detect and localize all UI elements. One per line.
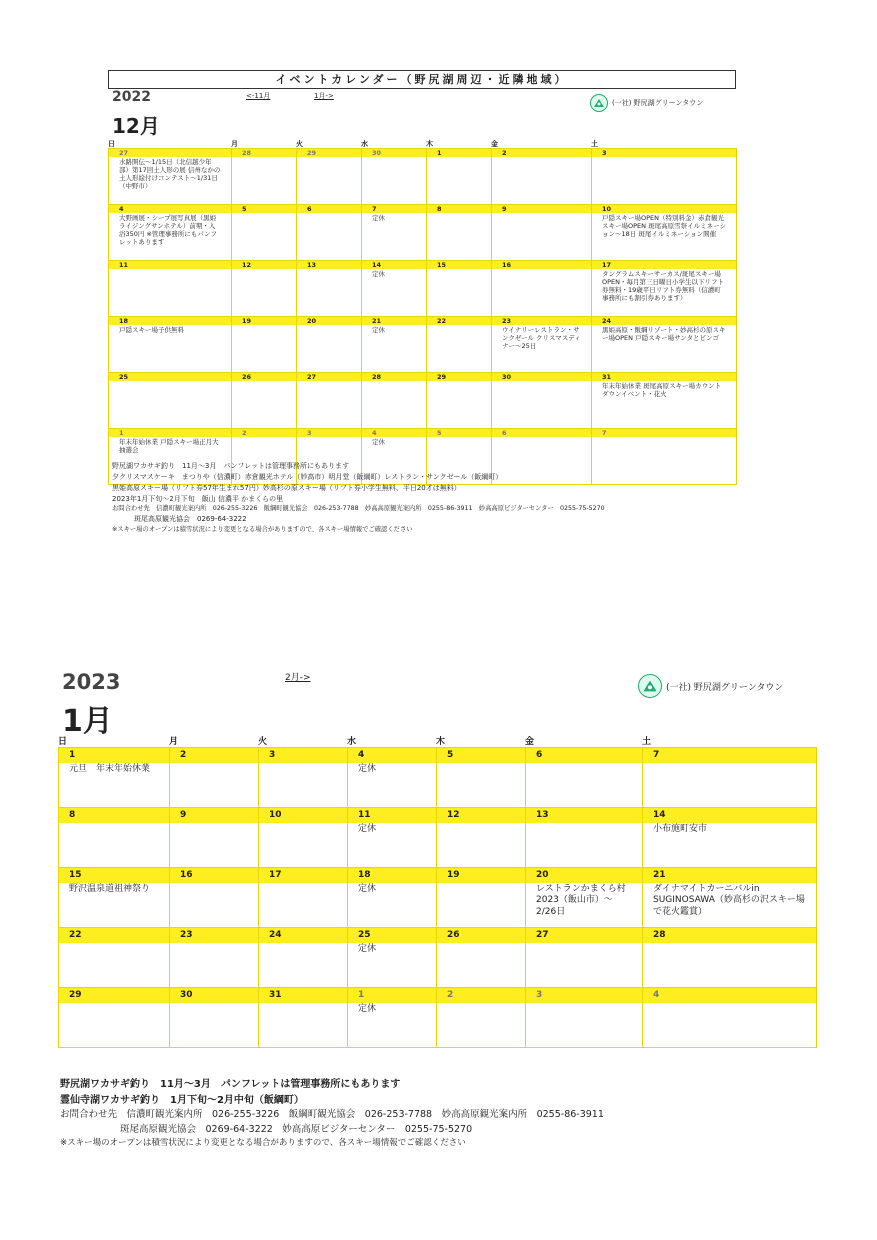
day-event [643, 1003, 816, 1005]
jan-note: 霊仙寺湖ワカサギ釣り 1月下旬～2月中旬（飯綱町） [60, 1094, 304, 1106]
dow-sun: 日 [108, 140, 115, 148]
calendar-day-cell [643, 868, 817, 928]
calendar-day-cell [437, 748, 526, 808]
calendar-day-cell [427, 149, 492, 205]
day-event [232, 157, 296, 159]
day-number: 31 [592, 373, 736, 381]
day-event: 定休 [358, 944, 377, 954]
day-number: 30 [492, 373, 591, 381]
day-number: 29 [59, 988, 169, 1003]
day-event: タングラムスキーサーカス/斑尾スキー場OPEN・毎月第三日曜日小学生以下リフト券無料・19歳平日リフト券無料（信濃町事務所にも割引券あります） [602, 270, 725, 303]
calendar-day-cell [348, 748, 437, 808]
day-number: 15 [427, 261, 491, 269]
dec-prev-link[interactable]: <-11月 [246, 92, 271, 100]
day-event [109, 381, 231, 383]
day-event: 戸隠スキー場子供無料 [119, 326, 184, 334]
day-number: 2 [232, 429, 296, 437]
day-event [437, 823, 525, 825]
day-number: 1 [59, 748, 169, 763]
calendar-day-cell [492, 149, 592, 205]
calendar-day-cell [592, 317, 737, 373]
dow-thu: 木 [436, 737, 446, 747]
day-number: 3 [297, 429, 361, 437]
day-number: 25 [348, 928, 436, 943]
day-number: 2 [492, 149, 591, 157]
calendar-day-cell [526, 808, 643, 868]
day-event [232, 269, 296, 271]
day-number: 14 [362, 261, 426, 269]
day-event [526, 1003, 642, 1005]
dow-wed: 水 [347, 737, 357, 747]
calendar-day-cell [592, 373, 737, 429]
day-number: 19 [437, 868, 525, 883]
day-number: 30 [170, 988, 258, 1003]
dec-calendar-grid [108, 148, 737, 485]
day-event [170, 883, 258, 885]
day-number: 22 [59, 928, 169, 943]
day-number: 7 [362, 205, 426, 213]
jan-note: 斑尾高原観光協会 0269-64-3222 妙高高原ビジターセンター 0255-75-5270 [120, 1123, 473, 1135]
calendar-day-cell [59, 988, 170, 1048]
day-event [297, 269, 361, 271]
day-event [427, 269, 491, 271]
day-event [526, 943, 642, 945]
calendar-day-cell [362, 373, 427, 429]
dec-note: 斑尾高原観光協会 0269-64-3222 [134, 515, 247, 524]
day-event [592, 157, 736, 159]
calendar-week-row [59, 928, 817, 988]
dow-fri: 金 [491, 140, 498, 148]
calendar-day-cell [592, 261, 737, 317]
day-number: 29 [427, 373, 491, 381]
day-number: 12 [232, 261, 296, 269]
calendar-day-cell [362, 205, 427, 261]
day-number: 6 [492, 429, 591, 437]
day-number: 3 [526, 988, 642, 1003]
calendar-day-cell [362, 149, 427, 205]
calendar-day-cell [170, 808, 259, 868]
day-number: 2 [170, 748, 258, 763]
calendar-day-cell [643, 808, 817, 868]
day-event [437, 883, 525, 885]
dow-thu: 木 [426, 140, 433, 148]
calendar-day-cell [492, 317, 592, 373]
dec-note: 野尻湖ワカサギ釣り 11月～3月 パンフレットは管理事務所にもあります [112, 462, 350, 470]
day-number: 4 [643, 988, 816, 1003]
calendar-day-cell [297, 317, 362, 373]
calendar-day-cell [170, 868, 259, 928]
calendar-day-cell [109, 317, 232, 373]
calendar-day-cell [643, 748, 817, 808]
day-event [427, 213, 491, 215]
calendar-week-row [109, 205, 737, 261]
calendar-banner: イベントカレンダー（野尻湖周辺・近隣地域） [108, 70, 736, 89]
day-number: 28 [643, 928, 816, 943]
calendar-day-cell [526, 748, 643, 808]
calendar-day-cell [427, 205, 492, 261]
jan-next-link[interactable]: 2月-> [285, 673, 311, 683]
calendar-day-cell [643, 928, 817, 988]
day-event [259, 1003, 347, 1005]
day-number: 1 [109, 429, 231, 437]
jan-month: 1月 [62, 704, 113, 739]
calendar-day-cell [59, 808, 170, 868]
day-event: 小布施町安市 [653, 824, 708, 834]
day-number: 26 [232, 373, 296, 381]
day-event [232, 213, 296, 215]
day-number: 28 [362, 373, 426, 381]
day-event: レストランかまくら村2023（飯山市）～2/26日 [536, 884, 626, 917]
jan-note: お問合わせ先 信濃町観光案内所 026-255-3226 飯綱町観光協会 026-253-7788 妙高高原観光案内所 0255-86-3911 [60, 1109, 604, 1120]
day-number: 3 [259, 748, 347, 763]
day-number: 31 [259, 988, 347, 1003]
org-logo-icon [638, 674, 662, 698]
calendar-week-row [109, 149, 737, 205]
day-event: 定休 [372, 326, 385, 334]
day-number: 5 [437, 748, 525, 763]
calendar-day-cell [437, 928, 526, 988]
day-number: 8 [59, 808, 169, 823]
jan-org [638, 674, 783, 698]
calendar-day-cell [259, 928, 348, 988]
calendar-day-cell [59, 748, 170, 808]
day-event [170, 943, 258, 945]
calendar-day-cell [297, 205, 362, 261]
calendar-day-cell [232, 205, 297, 261]
calendar-day-cell [427, 261, 492, 317]
calendar-day-cell [492, 261, 592, 317]
calendar-day-cell [170, 988, 259, 1048]
day-number: 16 [492, 261, 591, 269]
day-number: 6 [297, 205, 361, 213]
day-number: 17 [592, 261, 736, 269]
day-event [297, 213, 361, 215]
dow-fri: 金 [525, 737, 535, 747]
calendar-day-cell [526, 988, 643, 1048]
day-event [297, 381, 361, 383]
dow-tue: 火 [258, 737, 268, 747]
day-event: 定休 [358, 824, 377, 834]
day-number: 4 [362, 429, 426, 437]
calendar-day-cell [170, 928, 259, 988]
day-event [643, 943, 816, 945]
calendar-week-row [109, 317, 737, 373]
day-number: 24 [259, 928, 347, 943]
jan-weekday-header [58, 734, 816, 747]
day-event [259, 943, 347, 945]
dec-note: お問合わせ先 信濃町観光案内所 026-255-3226 飯綱町観光協会 026-253-7788 妙高高原観光案内所 0255-86-3911 妙高高原ビジターセンター 0255-75-5270 [112, 505, 605, 513]
dow-tue: 火 [296, 140, 303, 148]
day-event: 黒姫高原・飯綱リゾート・妙高杉の原スキー場OPEN 戸隠スキー場サンタとビンゴ [602, 326, 726, 343]
day-number: 23 [492, 317, 591, 325]
day-number: 19 [232, 317, 296, 325]
calendar-week-row [59, 808, 817, 868]
dec-month: 12月 [112, 114, 160, 138]
day-number: 4 [109, 205, 231, 213]
calendar-day-cell [362, 317, 427, 373]
day-event: 定休 [372, 438, 385, 446]
day-number: 29 [297, 149, 361, 157]
jan-notes [60, 1077, 860, 1151]
dec-org-name: (一社) 野尻湖グリーンタウン [612, 99, 704, 107]
day-event: 年末年始休業 斑尾高原スキー場カウントダウンイベント・花火 [602, 382, 722, 399]
dow-mon: 月 [169, 737, 179, 747]
day-event [109, 269, 231, 271]
calendar-day-cell [109, 373, 232, 429]
calendar-day-cell [592, 149, 737, 205]
org-logo-icon [590, 94, 608, 112]
day-event [297, 325, 361, 327]
dec-notes [112, 461, 732, 535]
calendar-day-cell [109, 205, 232, 261]
calendar-day-cell [232, 317, 297, 373]
day-event [232, 381, 296, 383]
day-event [362, 381, 426, 383]
day-number: 10 [259, 808, 347, 823]
day-event [59, 1003, 169, 1005]
day-event: 水路開伝～1/15日（北信越少年部）第17回土人形の展 信州なかの土人形絵付けコンテスト～1/31日（中野市） [119, 158, 221, 191]
day-number: 7 [592, 429, 736, 437]
dow-sun: 日 [58, 737, 68, 747]
day-number: 14 [643, 808, 816, 823]
day-event [437, 943, 525, 945]
day-event [492, 157, 591, 159]
jan-note: 野尻湖ワカサギ釣り 11月～3月 パンフレットは管理事務所にもあります [60, 1079, 401, 1090]
day-event [170, 763, 258, 765]
dow-sat: 土 [591, 140, 598, 148]
day-number: 6 [526, 748, 642, 763]
day-event [362, 157, 426, 159]
day-number: 13 [526, 808, 642, 823]
day-number: 11 [348, 808, 436, 823]
day-number: 27 [526, 928, 642, 943]
calendar-day-cell [348, 868, 437, 928]
day-number: 21 [643, 868, 816, 883]
day-number: 11 [109, 261, 231, 269]
day-number: 22 [427, 317, 491, 325]
calendar-week-row [59, 868, 817, 928]
day-number: 27 [109, 149, 231, 157]
day-number: 1 [348, 988, 436, 1003]
dec-org [590, 94, 703, 112]
day-number: 24 [592, 317, 736, 325]
calendar-day-cell [297, 261, 362, 317]
calendar-day-cell [232, 261, 297, 317]
day-number: 20 [526, 868, 642, 883]
calendar-week-row [109, 261, 737, 317]
calendar-day-cell [232, 373, 297, 429]
calendar-day-cell [592, 205, 737, 261]
jan-org-name: (一社) 野尻湖グリーンタウン [666, 682, 784, 693]
day-number: 27 [297, 373, 361, 381]
day-number: 12 [437, 808, 525, 823]
day-number: 3 [592, 149, 736, 157]
jan-calendar-grid [58, 747, 817, 1048]
day-event [427, 437, 491, 439]
calendar-day-cell [259, 748, 348, 808]
day-number: 10 [592, 205, 736, 213]
dow-sat: 土 [642, 737, 652, 747]
day-event [437, 763, 525, 765]
day-event: 定休 [372, 214, 385, 222]
calendar-day-cell [259, 808, 348, 868]
day-event [492, 381, 591, 383]
day-event [492, 437, 591, 439]
day-number: 9 [170, 808, 258, 823]
day-event: ウイナリーレストラン・サンクゼール クリスマスディナー～25日 [502, 326, 581, 351]
calendar-day-cell [297, 149, 362, 205]
day-number: 4 [348, 748, 436, 763]
day-number: 21 [362, 317, 426, 325]
day-number: 1 [427, 149, 491, 157]
dec-note: 黒姫高原スキー場（リフト券57年生まれ57円）妙高杉の原スキー場（リフト券小学生無料、平日20才は無料） [112, 483, 461, 492]
day-event [259, 883, 347, 885]
calendar-day-cell [59, 868, 170, 928]
day-event [526, 823, 642, 825]
day-event [297, 437, 361, 439]
dec-year: 2022 [112, 89, 151, 105]
day-event [170, 1003, 258, 1005]
day-event [492, 213, 591, 215]
day-number: 26 [437, 928, 525, 943]
calendar-day-cell [526, 868, 643, 928]
jan-note: ※スキー場のオープンは積雪状況により変更となる場合がありますので、各スキー場情報でご確認ください [60, 1138, 466, 1149]
calendar-day-cell [297, 373, 362, 429]
day-number: 28 [232, 149, 296, 157]
calendar-day-cell [259, 988, 348, 1048]
day-event [643, 763, 816, 765]
calendar-day-cell [109, 261, 232, 317]
day-number: 13 [297, 261, 361, 269]
calendar-week-row [109, 373, 737, 429]
day-event [59, 943, 169, 945]
day-event [170, 823, 258, 825]
day-number: 2 [437, 988, 525, 1003]
calendar-day-cell [59, 928, 170, 988]
day-event [526, 763, 642, 765]
calendar-day-cell [437, 868, 526, 928]
day-event: 年末年始休業 戸隠スキー場正月大抽選会 [119, 438, 219, 455]
calendar-day-cell [109, 149, 232, 205]
day-event [259, 823, 347, 825]
day-number: 23 [170, 928, 258, 943]
dec-note: 夕クリスマスケーキ まつりや（信濃町）赤倉観光ホテル（妙高市）明月堂（飯綱町）レストラン・サンクゼール（飯綱町） [112, 472, 503, 481]
calendar-day-cell [232, 149, 297, 205]
calendar-day-cell [348, 928, 437, 988]
day-event: 定休 [358, 1004, 377, 1014]
dec-note: 2023年1月下旬～2月下旬 飯山 信濃平 かまくらの里 [112, 494, 284, 503]
day-number: 30 [362, 149, 426, 157]
calendar-week-row [59, 988, 817, 1048]
day-event: 野沢温泉道祖神祭り [69, 884, 151, 894]
day-event [427, 381, 491, 383]
day-event: 定休 [372, 270, 385, 278]
calendar-day-cell [170, 748, 259, 808]
day-number: 20 [297, 317, 361, 325]
day-event [492, 269, 591, 271]
day-number: 8 [427, 205, 491, 213]
day-event [259, 763, 347, 765]
day-number: 5 [232, 205, 296, 213]
day-number: 16 [170, 868, 258, 883]
day-event [232, 437, 296, 439]
calendar-day-cell [259, 868, 348, 928]
day-event [427, 157, 491, 159]
day-number: 15 [59, 868, 169, 883]
day-event [297, 157, 361, 159]
day-event [232, 325, 296, 327]
calendar-day-cell [437, 808, 526, 868]
calendar-day-cell [348, 988, 437, 1048]
calendar-day-cell [427, 317, 492, 373]
day-event: ダイナマイトカーニバルin SUGINOSAWA（妙高杉の沢スキー場で花火鑑賞） [653, 884, 805, 917]
calendar-day-cell [492, 373, 592, 429]
day-number: 25 [109, 373, 231, 381]
day-number: 5 [427, 429, 491, 437]
day-number: 17 [259, 868, 347, 883]
calendar-day-cell [526, 928, 643, 988]
calendar-week-row [59, 748, 817, 808]
calendar-day-cell [492, 205, 592, 261]
calendar-day-cell [348, 808, 437, 868]
day-number: 18 [109, 317, 231, 325]
day-number: 7 [643, 748, 816, 763]
day-event: 元旦 年末年始休業 [69, 764, 151, 774]
day-number: 9 [492, 205, 591, 213]
calendar-day-cell [437, 988, 526, 1048]
calendar-day-cell [427, 373, 492, 429]
day-event [437, 1003, 525, 1005]
day-event: 戸隠スキー場OPEN（特別料金）赤倉観光スキー場OPEN 斑尾高原雪祭イルミネーション～18日 斑尾イルミネーション開催 [602, 214, 726, 239]
day-event: 大野画展・シープ展写真展（黒姫ライジングサンホテル）前期・入浴350円 ※管理事務所にもパンフレットあります [119, 214, 217, 247]
calendar-day-cell [643, 988, 817, 1048]
day-event: 定休 [358, 884, 377, 894]
day-number: 18 [348, 868, 436, 883]
dec-note: ※スキー場のオープンは積雪状況により変更となる場合がありますので、各スキー場情報でご確認ください [112, 525, 413, 533]
calendar-day-cell [362, 261, 427, 317]
dow-wed: 水 [361, 140, 368, 148]
day-event: 定休 [358, 764, 377, 774]
dow-mon: 月 [231, 140, 238, 148]
dec-next-link[interactable]: 1月-> [314, 92, 334, 100]
day-event [427, 325, 491, 327]
day-event [592, 437, 736, 439]
jan-year: 2023 [62, 670, 121, 694]
day-event [59, 823, 169, 825]
